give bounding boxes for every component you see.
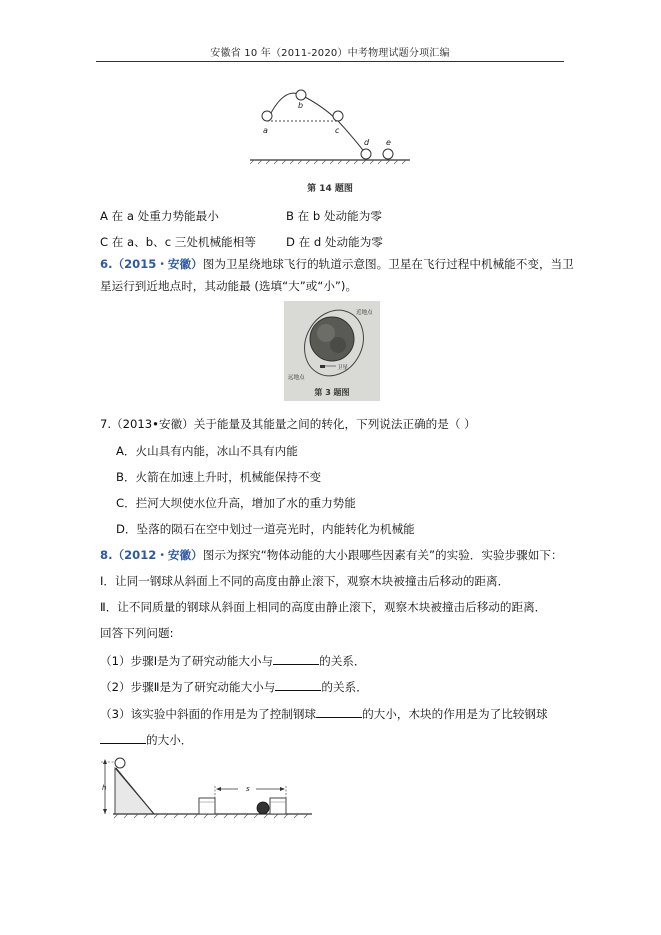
q8-sub-1-end: 的关系．: [319, 654, 366, 668]
satellite-figure-caption: 第 3 题图: [314, 388, 350, 397]
q14-option-b: B 在 b 处动能为零: [286, 209, 382, 223]
q8-sub-3-cont: [100, 732, 192, 748]
q8-sub-2-text: （2）步骤Ⅱ是为了研究动能大小与: [100, 680, 276, 694]
q7-stem: 7.（2013•安徽）关于能量及其能量之间的转化，下列说法正确的是（ ）: [100, 417, 476, 431]
header-divider: [96, 61, 564, 62]
experiment-diagram: [98, 756, 312, 820]
q14-option-c: C 在 a、b、c 三处机械能相等: [100, 235, 256, 249]
q6-tag: 6.（2015・安徽）: [100, 257, 203, 271]
q8-prompt: 回答下列问题:: [100, 626, 174, 640]
q8-sub-3-mid: 的大小，木块的作用是为了比较钢球: [362, 707, 548, 721]
page-header: 安徽省 10 年（2011-2020）中考物理试题分项汇编: [210, 48, 450, 59]
q8-step-2: Ⅱ．让不同质量的钢球从斜面上相同的高度由静止滚下，观察木块被撞击后移动的距离．: [100, 600, 547, 614]
answer-blank-2[interactable]: [275, 679, 321, 691]
experiment-figure: [98, 756, 312, 820]
q8-sub-2-end: 的关系．: [321, 680, 368, 694]
figure-14-diagram: [250, 84, 410, 166]
figure-14: [250, 84, 410, 196]
answer-blank-1[interactable]: [273, 653, 319, 665]
q14-option-a: A 在 a 处重力势能最小: [100, 209, 219, 223]
label-near-point: 近地点: [356, 310, 373, 316]
label-satellite: 卫星: [337, 365, 349, 371]
label-far-point: 远地点: [288, 375, 305, 381]
q7-option-d: D．坠落的陨石在空中划过一道亮光时，内能转化为机械能: [116, 522, 415, 536]
q8-sub-3: [100, 706, 548, 722]
figure-14-caption: 第 14 题图: [307, 184, 353, 194]
q8-tag: 8.（2012・安徽）: [100, 548, 203, 562]
label-d: d: [364, 138, 370, 147]
q6-text-1: 图为卫星绕地球飞行的轨道示意图。卫星在飞行过程中机械能不变，当卫: [202, 257, 574, 271]
q7-option-c: C．拦河大坝使水位升高，增加了水的重力势能: [116, 496, 356, 510]
satellite-orbit-figure: [284, 301, 380, 401]
label-b: b: [298, 101, 304, 110]
label-e: e: [386, 138, 391, 147]
q14-option-d: D 在 d 处动能为零: [286, 235, 383, 249]
label-height: h: [102, 784, 107, 792]
q8-sub-1-text: （1）步骤Ⅰ是为了研究动能大小与: [100, 654, 274, 668]
q8-step-1: Ⅰ．让同一钢球从斜面上不同的高度由静止滚下，观察木块被撞击后移动的距离．: [100, 574, 510, 588]
q7-option-b: B．火箭在加速上升时，机械能保持不变: [116, 470, 322, 484]
q6-line-2: 星运行到近地点时，其动能最 (选填“大”或“小”)。: [100, 279, 358, 293]
label-c: c: [335, 126, 340, 135]
q8-sub-2: [100, 679, 368, 695]
satellite-orbit-diagram: [284, 301, 380, 385]
answer-blank-3[interactable]: [316, 706, 362, 718]
answer-blank-4[interactable]: [100, 732, 146, 744]
label-distance: s: [246, 785, 250, 793]
label-a: a: [263, 126, 268, 135]
q8-stem-line: [100, 547, 563, 563]
q8-sub-3-end: 的大小．: [146, 733, 193, 747]
q8-sub-1: [100, 653, 366, 669]
q7-option-a: A．火山具有内能，冰山不具有内能: [116, 444, 298, 458]
q8-sub-3-text: （3）该实验中斜面的作用是为了控制钢球: [100, 707, 317, 721]
q6-line-1: [100, 256, 574, 272]
q8-stem: 图示为探究“物体动能的大小跟哪些因素有关”的实验．实验步骤如下：: [202, 548, 563, 562]
